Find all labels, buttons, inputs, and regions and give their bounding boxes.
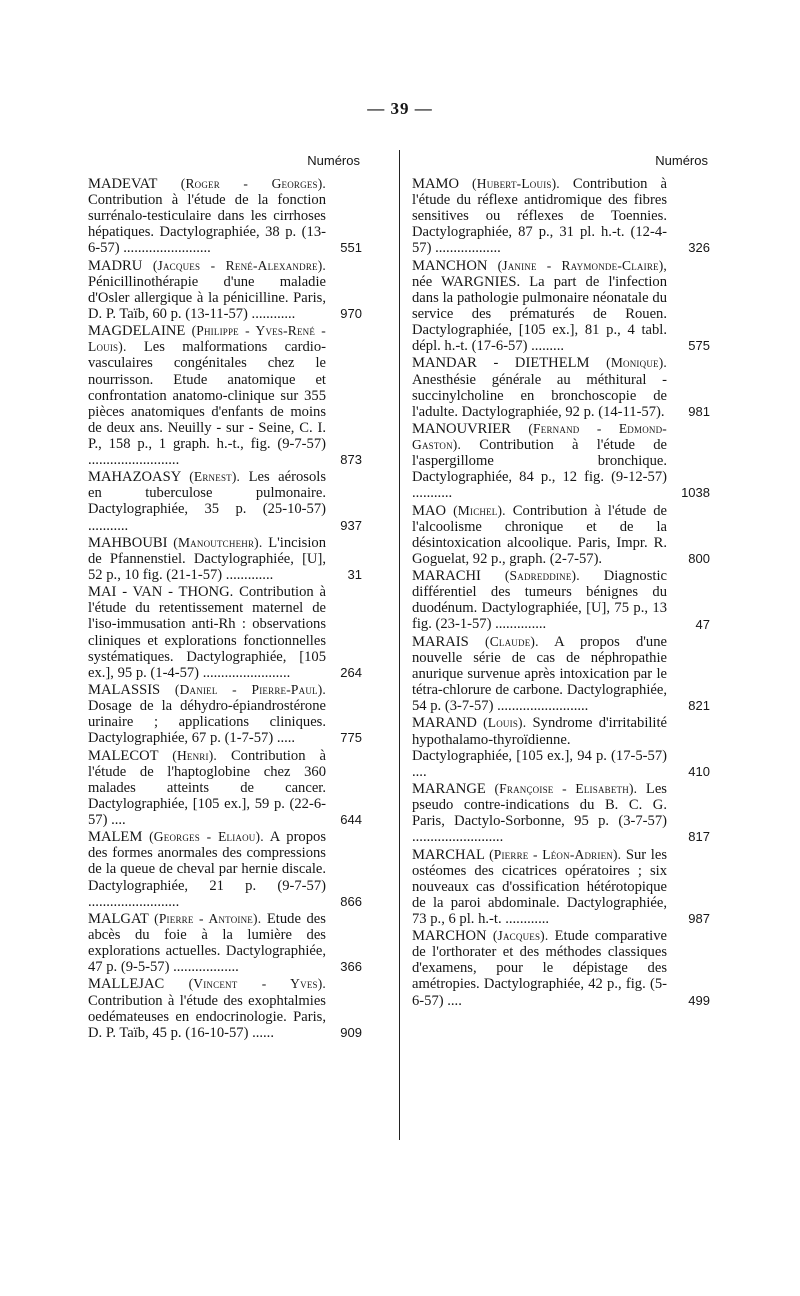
author-firstnames: (Jacques). <box>492 928 549 944</box>
author-firstnames: (Claude). <box>485 633 539 649</box>
author-firstnames: (Ernest). <box>189 469 241 485</box>
bibliography-entry <box>88 911 362 975</box>
author-surname: MAO <box>412 502 447 519</box>
author-surname: MARCHAL <box>412 846 485 863</box>
author-surname: MAGDELAINE <box>88 323 186 340</box>
author-surname: MARAND <box>412 715 477 732</box>
author-surname: MANOUVRIER <box>412 420 511 437</box>
entry-number: 800 <box>688 551 710 566</box>
author-firstnames: (Janine - Raymonde-Claire), <box>497 257 667 273</box>
column-header-left: Numéros <box>307 153 360 168</box>
bibliography-entry <box>412 568 710 632</box>
entry-body <box>412 847 667 927</box>
entry-body <box>412 781 667 845</box>
entry-body <box>412 715 667 779</box>
entry-number: 499 <box>688 992 710 1008</box>
entry-body <box>412 928 667 1008</box>
entry-body <box>412 568 667 632</box>
thesis-description: Les malformations cardio-vasculaires congénitales chez le nourrisson. Etude anatomique et confrontation anatomo-clinique sur 355 pièces anatomiques d'enfants de moins de deux ans. Neuilly - sur - Seine, C. I. P., 158 p., 1 graph. h.-t., fig. (9-7-57) ......................... <box>88 339 326 468</box>
entry-number: 31 <box>347 567 362 583</box>
thesis-description: Anesthésie générale au méthitural - succinylcholine en bronchoscopie de l'adulte. Dactylographiée, 92 p. (14-11-57). <box>412 371 667 420</box>
author-firstnames: (Sadreddine). <box>504 568 580 584</box>
thesis-description: Sur les ostéomes des cicatrices opératoires ; six nouveaux cas d'ossification hétérotopique de la paroi abdominale. Dactylographiée, 73 p., 6 pl. h.-t. ............ <box>412 846 668 927</box>
thesis-description: Contribution à l'étude de la fonction surrénalo-testiculaire dans les cirrhoses hépatiques. Dactylographiée, 38 p. (13-6-57) ........................ <box>88 192 326 257</box>
bibliography-entry <box>412 176 710 256</box>
bibliography-entry <box>88 535 362 583</box>
author-surname: MALECOT <box>88 747 159 764</box>
entry-number: 866 <box>340 893 362 909</box>
entry-body <box>412 176 667 256</box>
entry-number: 1038 <box>681 485 710 501</box>
bibliography-entry <box>412 847 710 927</box>
entry-number: 366 <box>340 959 362 975</box>
entry-body <box>88 258 326 322</box>
thesis-description: Etude des abcès du foie à la lumière des explorations actuelles. Dactylographiée, 47 p. (9-5-57) .................. <box>88 910 326 976</box>
author-firstnames: (Pierre - Léon-Adrien). <box>489 846 622 862</box>
thesis-description: Etude comparative de l'orthorater et des méthodes classiques d'examens, pour le dépistage des amétropies. Dactylographiée, 42 p., fig. (5-6-57) .... <box>412 928 667 1009</box>
entry-number: 775 <box>340 730 362 746</box>
entry-number: 410 <box>688 763 710 779</box>
thesis-description: Syndrome d'irritabilité hypothalamo-thyroïdienne. Dactylographiée, [105 ex.], 94 p. (17-5-57) .... <box>412 715 668 780</box>
author-firstnames: (Monique). <box>606 355 667 371</box>
entry-body <box>412 258 667 355</box>
column-divider <box>399 150 400 1140</box>
author-surname: MAMO <box>412 176 460 192</box>
entry-body <box>412 421 667 501</box>
entry-body <box>88 829 326 909</box>
entry-body <box>88 748 326 828</box>
author-surname: MARAIS <box>412 633 469 650</box>
bibliography-entry <box>88 976 362 1040</box>
author-surname: MALEM <box>88 829 143 846</box>
author-firstnames: (Daniel - Pierre-Paul). <box>174 682 326 698</box>
thesis-description: Contribution à l'étude de l'aspergillome bronchique. Dactylographiée, 84 p., 12 fig. (9-12-57) ........... <box>412 437 667 502</box>
column-header-right: Numéros <box>655 153 708 168</box>
bibliography-entry <box>412 503 710 567</box>
entry-number: 909 <box>340 1024 362 1040</box>
author-surname: MADRU <box>88 257 143 274</box>
author-firstnames: (Roger - Georges). <box>180 176 326 191</box>
entry-body <box>88 682 326 746</box>
author-firstnames: (Vincent - Yves). <box>188 976 326 992</box>
author-firstnames: (Françoise - Elisabeth). <box>494 780 638 796</box>
author-surname: MAHBOUBI <box>88 534 168 551</box>
bibliography-entry <box>88 323 362 468</box>
author-surname: MAHAZOASY <box>88 469 181 486</box>
thesis-description: Pénicillinothérapie d'une maladie d'Osler allergique à la pénicilline. Paris, D. P. Taïb, 60 p. (13-11-57) ............ <box>88 273 326 322</box>
bibliography-entry <box>88 682 362 746</box>
bibliography-entry <box>88 748 362 828</box>
entry-number: 264 <box>340 664 362 680</box>
author-surname: MALASSIS <box>88 682 161 699</box>
thesis-description: Contribution à l'étude de l'haptoglobine chez 360 malades atteints de cancer. Dactylographiée, [105 ex.], 59 p. (22-6-57) .... <box>88 747 326 828</box>
entry-number: 644 <box>340 812 362 828</box>
author-surname: MALGAT <box>88 910 149 927</box>
author-firstnames: (Louis). <box>483 715 527 731</box>
thesis-description: A propos des formes anormales des compressions de la queue de cheval par hernie discale. Dactylographiée, 21 p. (9-7-57) ......................... <box>88 829 327 910</box>
entry-body <box>88 469 326 533</box>
author-surname: MADEVAT <box>88 176 158 192</box>
author-surname: MALLEJAC <box>88 976 165 993</box>
thesis-description: Contribution à l'étude de l'alcoolisme chronique et de la désintoxication alcoolique. Paris, Impr. R. Goguelat, 92 p., graph. (2-7-57). <box>412 502 667 567</box>
thesis-description: Les aérosols en tuberculose pulmonaire. Dactylographiée, 35 p. (25-10-57) ........... <box>88 469 327 534</box>
author-surname: MANDAR - DIETHELM <box>412 355 590 372</box>
entry-number: 937 <box>340 517 362 533</box>
bibliography-entry <box>412 634 710 714</box>
author-firstnames: (Jacques - René-Alexandre). <box>152 257 326 273</box>
entry-body <box>412 503 667 567</box>
entry-number: 987 <box>688 911 710 926</box>
thesis-description: née WARGNIES. La part de l'infection dans la pathologie pulmonaire néonatale du service des prématurés de Rouen. Dactylographiée, [105 ex.], 81 p., 4 tabl. dépl. h.-t. (17-6-57) ......... <box>412 273 667 355</box>
author-firstnames: (Pierre - Antoine). <box>154 910 262 926</box>
author-surname: MAI - VAN - THONG. <box>88 584 234 601</box>
author-firstnames: (Manoutchehr). <box>173 534 263 550</box>
bibliography-entry <box>88 258 362 322</box>
entry-body <box>88 323 326 468</box>
author-surname: MARCHON <box>412 928 487 945</box>
entry-body <box>88 976 326 1040</box>
thesis-description: Contribution à l'étude du réflexe antidromique des fibres sensitives ou réflexes de Toennies. Dactylographiée, 87 p., 31 pl. h.-t. (12-4-57) .................. <box>412 176 667 257</box>
bibliography-entry <box>412 258 710 355</box>
author-surname: MANCHON <box>412 257 488 274</box>
entry-body <box>412 634 667 714</box>
thesis-description: Contribution à l'étude des exophtalmies oedémateuses en endocrinologie. Paris, D. P. Taïb, 45 p. (16-10-57) ...... <box>88 992 326 1041</box>
entry-body <box>88 176 326 256</box>
thesis-description: Dosage de la déhydro-épiandrostérone urinaire ; applications cliniques. Dactylographiée, 67 p. (1-7-57) ..... <box>88 698 326 747</box>
bibliography-entry <box>412 928 710 1008</box>
entry-body <box>88 911 326 975</box>
entry-number: 575 <box>688 338 710 354</box>
entry-number: 981 <box>688 403 710 419</box>
entry-number: 551 <box>340 240 362 256</box>
bibliography-entry <box>88 584 362 681</box>
entry-number: 873 <box>340 452 362 468</box>
author-firstnames: (Hubert-Louis). <box>472 176 560 191</box>
bibliography-entry <box>412 355 710 419</box>
thesis-description: Diagnostic différentiel des tumeurs bénignes du duodénum. Dactylographiée, [U], 75 p., 13 fig. (23-1-57) .............. <box>412 568 667 633</box>
thesis-description: L'incision de Pfannenstiel. Dactylographiée, [U], 52 p., 10 fig. (21-1-57) ............. <box>88 534 326 583</box>
entry-number: 817 <box>688 829 710 845</box>
author-surname: MARACHI <box>412 568 481 585</box>
bibliography-entry <box>412 715 710 779</box>
thesis-description: A propos d'une nouvelle série de cas de néphropathie anurique survenue après intoxication par le tétra-chlorure de carbone. Dactylographiée, 54 p. (3-7-57) ......................... <box>412 633 667 715</box>
author-firstnames: (Fernand - Edmond-Gaston). <box>412 420 668 453</box>
entry-body <box>412 355 667 419</box>
right-column <box>412 176 710 1010</box>
thesis-description: Les pseudo contre-indications du B. C. G. Paris, Dactylo-Sorbonne, 95 p. (3-7-57) ......................... <box>412 780 667 846</box>
bibliography-entry <box>412 781 710 845</box>
thesis-description: Contribution à l'étude du retentissement maternel de l'iso-immusation anti-Rh : observations cliniques et explorations fonctionnelles systématiques. Dactylographiée, [105 ex.], 95 p. (1-4-57) ........................ <box>88 584 326 681</box>
bibliography-entry <box>88 469 362 533</box>
author-surname: MARANGE <box>412 780 486 797</box>
entry-number: 47 <box>695 616 710 632</box>
entry-body <box>88 584 326 681</box>
left-column <box>88 176 362 1042</box>
entry-number: 970 <box>340 306 362 322</box>
author-firstnames: (Georges - Eliaou). <box>149 829 264 845</box>
entry-number: 821 <box>688 698 710 714</box>
entry-body <box>88 535 326 583</box>
author-firstnames: (Michel). <box>453 502 506 518</box>
author-firstnames: (Henri). <box>172 747 217 763</box>
entry-number: 326 <box>688 240 710 256</box>
page-number: — 39 — <box>367 99 433 118</box>
bibliography-entry <box>412 421 710 501</box>
bibliography-entry <box>88 176 362 256</box>
author-firstnames: (Philippe - Yves-René - Louis). <box>88 323 326 355</box>
bibliography-entry <box>88 829 362 909</box>
